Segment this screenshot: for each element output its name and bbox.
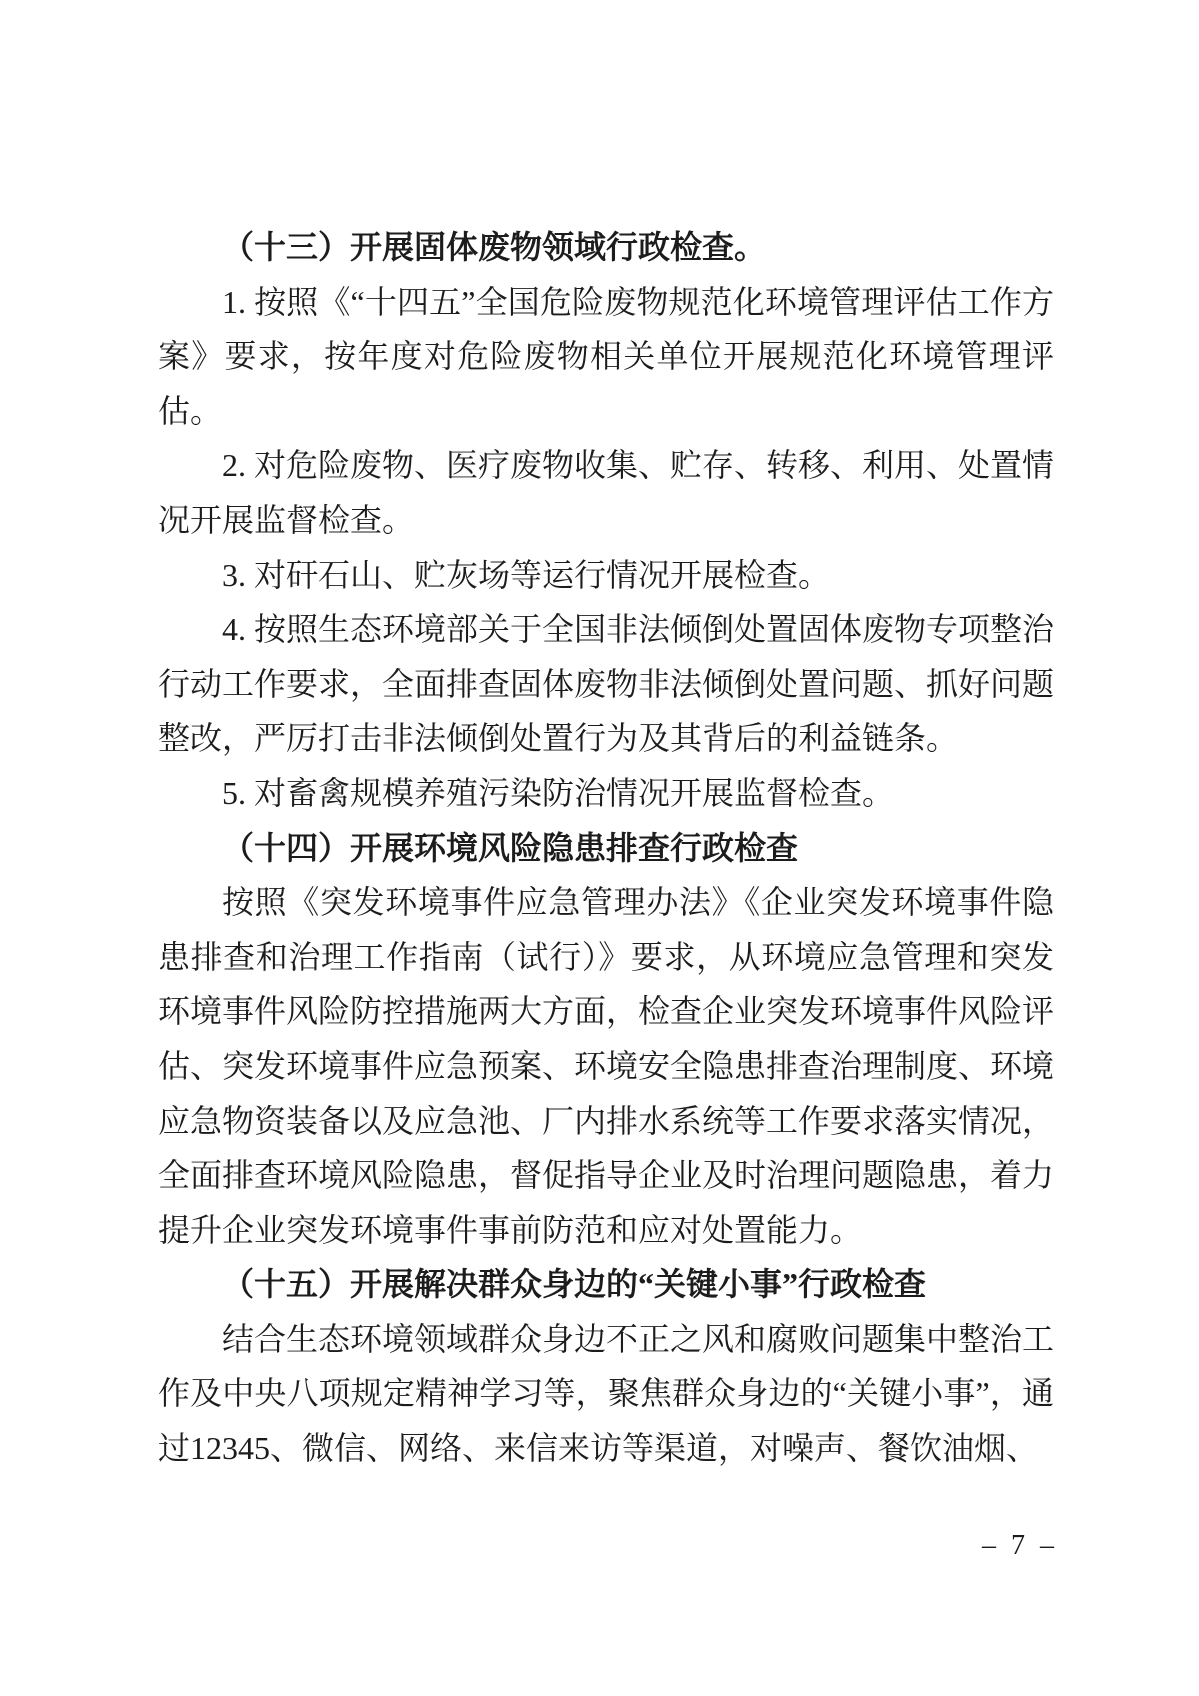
section-14-heading: （十四）开展环境风险隐患排查行政检查 — [222, 829, 799, 866]
section-15-paragraph: 结合生态环境领域群众身边不正之风和腐败问题集中整治工作及中央八项规定精神学习等，聚焦群众身边的“关键小事”，通过12345、微信、网络、来信来访等渠道，对噪声、餐饮油烟、 — [158, 1320, 1055, 1467]
section-13-heading: （十三）开展固体废物领域行政检查。 — [222, 229, 767, 265]
page-number: – 7 – — [982, 1530, 1058, 1561]
section-13-item-5: 5. 对畜禽规模养殖污染防治情况开展监督检查。 — [222, 774, 895, 811]
section-13-item-3: 3. 对矸石山、贮灰场等运行情况开展检查。 — [222, 556, 831, 593]
section-13-item-4: 4. 按照生态环境部关于全国非法倾倒处置固体废物专项整治行动工作要求，全面排查固体废物非法倾倒处置问题、抓好问题整改，严厉打击非法倾倒处置行为及其背后的利益链条。 — [158, 611, 1055, 757]
document-body — [158, 220, 1054, 1476]
section-14-paragraph: 按照《突发环境事件应急管理办法》《企业突发环境事件隐患排查和治理工作指南（试行）》要求，从环境应急管理和突发环境事件风险防控措施两大方面，检查企业突发环境事件风险评估、突发环境事件应急预案、环境安全隐患排查治理制度、环境应急物资装备以及应急池、厂内排水系统等工作要求落实情况，全面排查环境风险隐患，督促指导企业及时治理问题隐患，着力提升企业突发环境事件事前防范和应对处置能力。 — [158, 884, 1055, 1248]
section-13-item-1: 1. 按照《“十四五”全国危险废物规范化环境管理评估工作方案》要求，按年度对危险废物相关单位开展规范化环境管理评估。 — [158, 283, 1054, 429]
section-15-heading: （十五）开展解决群众身边的“关键小事”行政检查 — [222, 1266, 927, 1303]
section-13-item-2: 2. 对危险废物、医疗废物收集、贮存、转移、利用、处置情况开展监督检查。 — [158, 447, 1055, 538]
